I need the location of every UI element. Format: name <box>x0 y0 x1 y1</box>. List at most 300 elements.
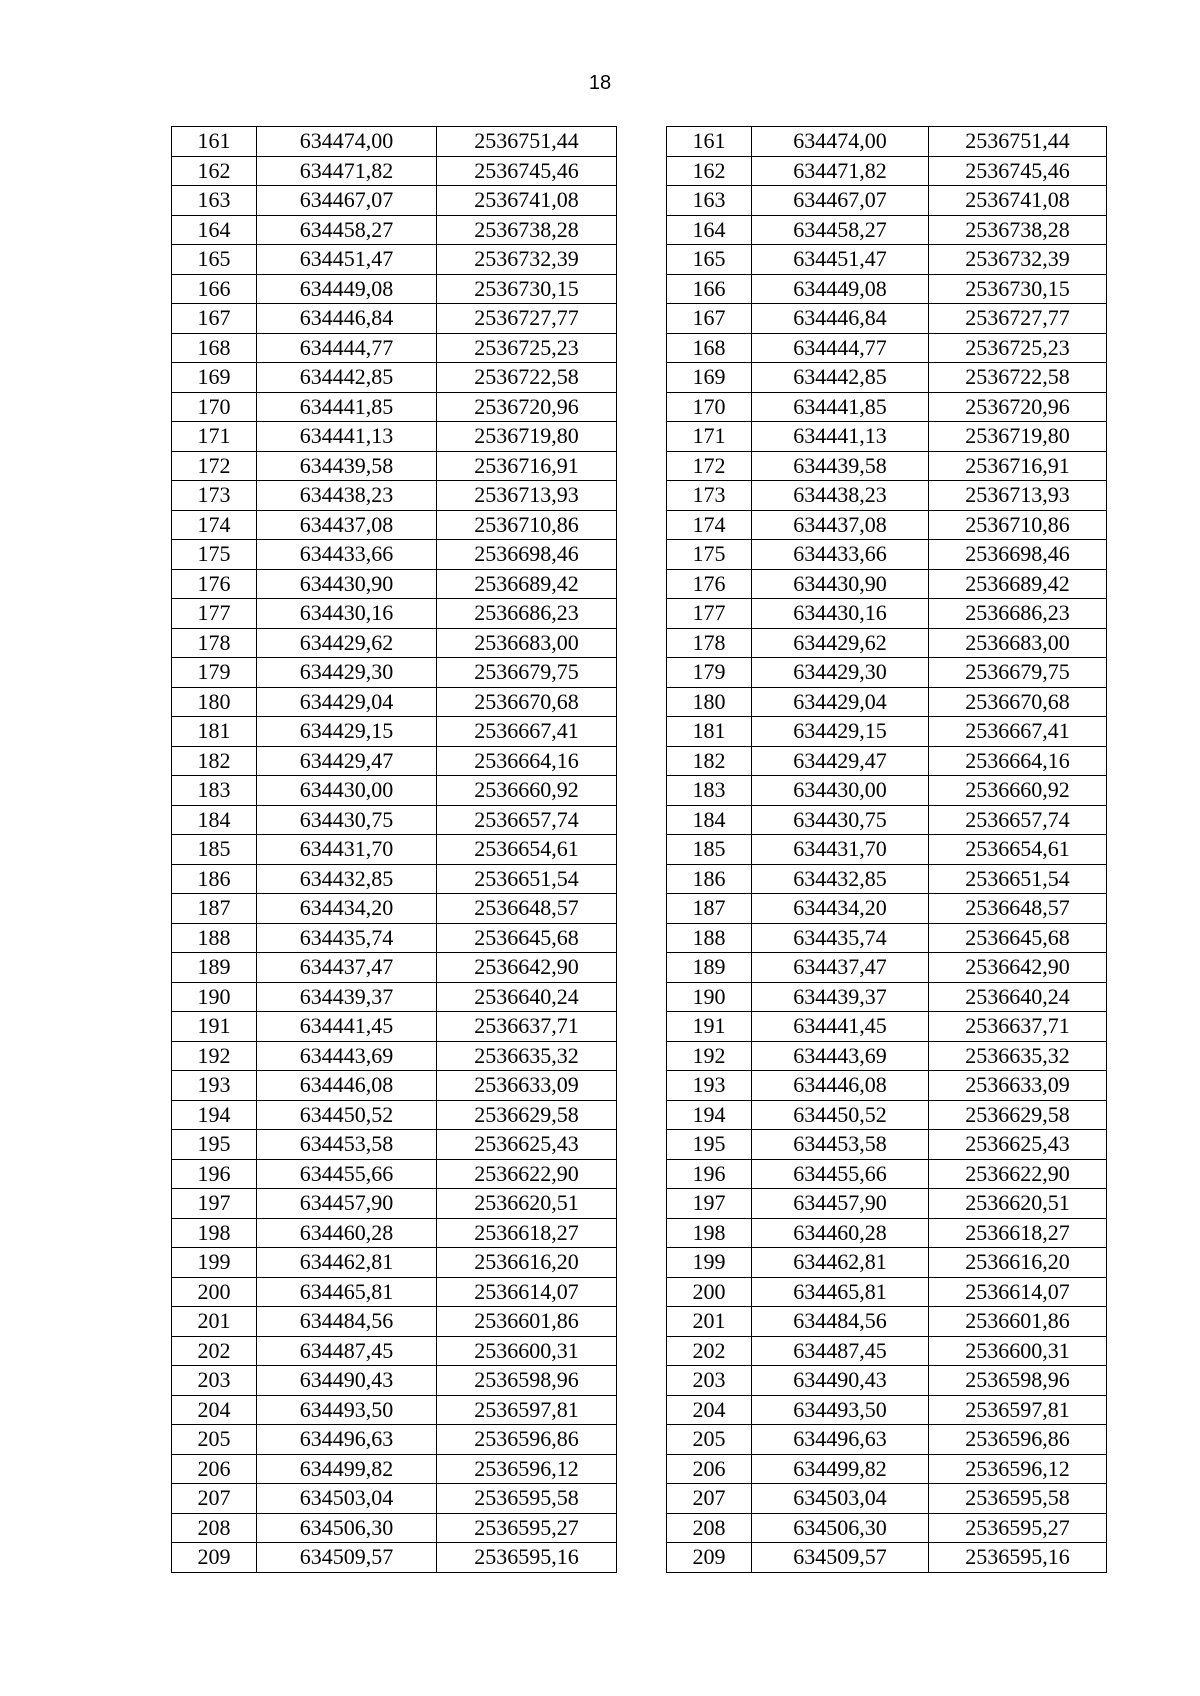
point-number-cell: 185 <box>667 835 752 865</box>
point-number-cell: 178 <box>667 628 752 658</box>
point-number-cell: 202 <box>172 1336 257 1366</box>
point-number-cell: 206 <box>667 1454 752 1484</box>
column-gap <box>617 274 667 304</box>
point-number-cell: 174 <box>667 510 752 540</box>
y-coordinate-cell: 2536710,86 <box>437 510 617 540</box>
column-gap <box>617 687 667 717</box>
point-number-cell: 165 <box>667 245 752 275</box>
y-coordinate-cell: 2536622,90 <box>437 1159 617 1189</box>
point-number-cell: 165 <box>172 245 257 275</box>
column-gap <box>617 1484 667 1514</box>
x-coordinate-cell: 634441,45 <box>752 1012 929 1042</box>
point-number-cell: 166 <box>172 274 257 304</box>
point-number-cell: 205 <box>172 1425 257 1455</box>
x-coordinate-cell: 634444,77 <box>257 333 437 363</box>
column-gap <box>617 1159 667 1189</box>
point-number-cell: 207 <box>667 1484 752 1514</box>
x-coordinate-cell: 634432,85 <box>752 864 929 894</box>
point-number-cell: 190 <box>667 982 752 1012</box>
table-row <box>172 1071 1107 1101</box>
y-coordinate-cell: 2536679,75 <box>437 658 617 688</box>
point-number-cell: 171 <box>667 422 752 452</box>
y-coordinate-cell: 2536719,80 <box>929 422 1107 452</box>
point-number-cell: 196 <box>667 1159 752 1189</box>
y-coordinate-cell: 2536629,58 <box>437 1100 617 1130</box>
x-coordinate-cell: 634487,45 <box>752 1336 929 1366</box>
x-coordinate-cell: 634484,56 <box>752 1307 929 1337</box>
y-coordinate-cell: 2536751,44 <box>929 127 1107 157</box>
point-number-cell: 183 <box>172 776 257 806</box>
x-coordinate-cell: 634437,47 <box>752 953 929 983</box>
x-coordinate-cell: 634429,15 <box>257 717 437 747</box>
y-coordinate-cell: 2536654,61 <box>929 835 1107 865</box>
x-coordinate-cell: 634430,16 <box>752 599 929 629</box>
x-coordinate-cell: 634429,62 <box>257 628 437 658</box>
y-coordinate-cell: 2536651,54 <box>437 864 617 894</box>
y-coordinate-cell: 2536616,20 <box>437 1248 617 1278</box>
x-coordinate-cell: 634503,04 <box>752 1484 929 1514</box>
column-gap <box>617 186 667 216</box>
point-number-cell: 167 <box>667 304 752 334</box>
column-gap <box>617 1425 667 1455</box>
y-coordinate-cell: 2536618,27 <box>437 1218 617 1248</box>
table-row <box>172 451 1107 481</box>
point-number-cell: 181 <box>667 717 752 747</box>
table-row <box>172 422 1107 452</box>
column-gap <box>617 1189 667 1219</box>
y-coordinate-cell: 2536657,74 <box>929 805 1107 835</box>
x-coordinate-cell: 634487,45 <box>257 1336 437 1366</box>
x-coordinate-cell: 634465,81 <box>752 1277 929 1307</box>
y-coordinate-cell: 2536722,58 <box>437 363 617 393</box>
y-coordinate-cell: 2536710,86 <box>929 510 1107 540</box>
column-gap <box>617 894 667 924</box>
y-coordinate-cell: 2536596,12 <box>929 1454 1107 1484</box>
x-coordinate-cell: 634439,58 <box>752 451 929 481</box>
point-number-cell: 201 <box>667 1307 752 1337</box>
y-coordinate-cell: 2536601,86 <box>929 1307 1107 1337</box>
x-coordinate-cell: 634490,43 <box>257 1366 437 1396</box>
table-row <box>172 1189 1107 1219</box>
point-number-cell: 208 <box>667 1513 752 1543</box>
column-gap <box>617 215 667 245</box>
table-row <box>172 274 1107 304</box>
y-coordinate-cell: 2536730,15 <box>437 274 617 304</box>
point-number-cell: 170 <box>667 392 752 422</box>
point-number-cell: 204 <box>667 1395 752 1425</box>
table-row <box>172 186 1107 216</box>
x-coordinate-cell: 634467,07 <box>752 186 929 216</box>
table-row <box>172 628 1107 658</box>
x-coordinate-cell: 634453,58 <box>752 1130 929 1160</box>
y-coordinate-cell: 2536654,61 <box>437 835 617 865</box>
point-number-cell: 207 <box>172 1484 257 1514</box>
point-number-cell: 172 <box>172 451 257 481</box>
y-coordinate-cell: 2536601,86 <box>437 1307 617 1337</box>
y-coordinate-cell: 2536614,07 <box>929 1277 1107 1307</box>
y-coordinate-cell: 2536635,32 <box>929 1041 1107 1071</box>
table-row <box>172 746 1107 776</box>
point-number-cell: 194 <box>667 1100 752 1130</box>
x-coordinate-cell: 634429,47 <box>257 746 437 776</box>
y-coordinate-cell: 2536660,92 <box>437 776 617 806</box>
column-gap <box>617 805 667 835</box>
x-coordinate-cell: 634434,20 <box>257 894 437 924</box>
x-coordinate-cell: 634499,82 <box>257 1454 437 1484</box>
y-coordinate-cell: 2536741,08 <box>929 186 1107 216</box>
y-coordinate-cell: 2536727,77 <box>929 304 1107 334</box>
point-number-cell: 203 <box>172 1366 257 1396</box>
x-coordinate-cell: 634465,81 <box>257 1277 437 1307</box>
table-row <box>172 1218 1107 1248</box>
y-coordinate-cell: 2536689,42 <box>437 569 617 599</box>
table-row <box>172 127 1107 157</box>
table-row <box>172 982 1107 1012</box>
column-gap <box>617 333 667 363</box>
y-coordinate-cell: 2536720,96 <box>929 392 1107 422</box>
column-gap <box>617 1277 667 1307</box>
column-gap <box>617 451 667 481</box>
y-coordinate-cell: 2536625,43 <box>437 1130 617 1160</box>
y-coordinate-cell: 2536622,90 <box>929 1159 1107 1189</box>
table-row <box>172 481 1107 511</box>
y-coordinate-cell: 2536596,86 <box>929 1425 1107 1455</box>
x-coordinate-cell: 634437,08 <box>752 510 929 540</box>
point-number-cell: 200 <box>667 1277 752 1307</box>
point-number-cell: 199 <box>667 1248 752 1278</box>
y-coordinate-cell: 2536648,57 <box>437 894 617 924</box>
table-row <box>172 687 1107 717</box>
x-coordinate-cell: 634451,47 <box>752 245 929 275</box>
point-number-cell: 198 <box>172 1218 257 1248</box>
y-coordinate-cell: 2536679,75 <box>929 658 1107 688</box>
x-coordinate-cell: 634441,85 <box>257 392 437 422</box>
table-row <box>172 540 1107 570</box>
column-gap <box>617 953 667 983</box>
column-gap <box>617 392 667 422</box>
y-coordinate-cell: 2536595,58 <box>437 1484 617 1514</box>
column-gap <box>617 599 667 629</box>
table-row <box>172 864 1107 894</box>
x-coordinate-cell: 634431,70 <box>752 835 929 865</box>
point-number-cell: 201 <box>172 1307 257 1337</box>
table-row <box>172 1307 1107 1337</box>
column-gap <box>617 746 667 776</box>
y-coordinate-cell: 2536637,71 <box>437 1012 617 1042</box>
x-coordinate-cell: 634429,04 <box>257 687 437 717</box>
point-number-cell: 162 <box>172 156 257 186</box>
table-row <box>172 1336 1107 1366</box>
table-row <box>172 1543 1107 1573</box>
column-gap <box>617 1336 667 1366</box>
table-row <box>172 1513 1107 1543</box>
x-coordinate-cell: 634438,23 <box>752 481 929 511</box>
x-coordinate-cell: 634503,04 <box>257 1484 437 1514</box>
x-coordinate-cell: 634493,50 <box>752 1395 929 1425</box>
point-number-cell: 179 <box>667 658 752 688</box>
column-gap <box>617 1513 667 1543</box>
y-coordinate-cell: 2536595,16 <box>929 1543 1107 1573</box>
point-number-cell: 182 <box>667 746 752 776</box>
point-number-cell: 180 <box>172 687 257 717</box>
x-coordinate-cell: 634457,90 <box>257 1189 437 1219</box>
y-coordinate-cell: 2536720,96 <box>437 392 617 422</box>
column-gap <box>617 835 667 865</box>
y-coordinate-cell: 2536698,46 <box>929 540 1107 570</box>
x-coordinate-cell: 634462,81 <box>752 1248 929 1278</box>
y-coordinate-cell: 2536686,23 <box>437 599 617 629</box>
y-coordinate-cell: 2536640,24 <box>929 982 1107 1012</box>
x-coordinate-cell: 634429,30 <box>257 658 437 688</box>
table-row <box>172 923 1107 953</box>
x-coordinate-cell: 634430,00 <box>257 776 437 806</box>
point-number-cell: 197 <box>172 1189 257 1219</box>
column-gap <box>617 1248 667 1278</box>
x-coordinate-cell: 634443,69 <box>752 1041 929 1071</box>
table-row <box>172 1012 1107 1042</box>
column-gap <box>617 776 667 806</box>
table-row <box>172 1159 1107 1189</box>
column-gap <box>617 569 667 599</box>
x-coordinate-cell: 634442,85 <box>257 363 437 393</box>
x-coordinate-cell: 634437,47 <box>257 953 437 983</box>
y-coordinate-cell: 2536616,20 <box>929 1248 1107 1278</box>
column-gap <box>617 717 667 747</box>
point-number-cell: 189 <box>172 953 257 983</box>
point-number-cell: 169 <box>172 363 257 393</box>
point-number-cell: 196 <box>172 1159 257 1189</box>
point-number-cell: 177 <box>667 599 752 629</box>
y-coordinate-cell: 2536738,28 <box>437 215 617 245</box>
x-coordinate-cell: 634429,04 <box>752 687 929 717</box>
x-coordinate-cell: 634474,00 <box>257 127 437 157</box>
point-number-cell: 172 <box>667 451 752 481</box>
x-coordinate-cell: 634429,62 <box>752 628 929 658</box>
y-coordinate-cell: 2536625,43 <box>929 1130 1107 1160</box>
y-coordinate-cell: 2536667,41 <box>929 717 1107 747</box>
table-row <box>172 599 1107 629</box>
x-coordinate-cell: 634490,43 <box>752 1366 929 1396</box>
x-coordinate-cell: 634433,66 <box>752 540 929 570</box>
table-row <box>172 717 1107 747</box>
point-number-cell: 190 <box>172 982 257 1012</box>
point-number-cell: 162 <box>667 156 752 186</box>
x-coordinate-cell: 634439,37 <box>257 982 437 1012</box>
point-number-cell: 188 <box>172 923 257 953</box>
column-gap <box>617 540 667 570</box>
x-coordinate-cell: 634437,08 <box>257 510 437 540</box>
y-coordinate-cell: 2536598,96 <box>929 1366 1107 1396</box>
coordinates-table-body <box>172 127 1107 1573</box>
x-coordinate-cell: 634444,77 <box>752 333 929 363</box>
point-number-cell: 175 <box>667 540 752 570</box>
x-coordinate-cell: 634446,08 <box>257 1071 437 1101</box>
table-row <box>172 1130 1107 1160</box>
y-coordinate-cell: 2536642,90 <box>929 953 1107 983</box>
table-row <box>172 1484 1107 1514</box>
point-number-cell: 176 <box>667 569 752 599</box>
column-gap <box>617 1130 667 1160</box>
point-number-cell: 168 <box>667 333 752 363</box>
x-coordinate-cell: 634443,69 <box>257 1041 437 1071</box>
point-number-cell: 173 <box>667 481 752 511</box>
point-number-cell: 164 <box>667 215 752 245</box>
x-coordinate-cell: 634432,85 <box>257 864 437 894</box>
y-coordinate-cell: 2536597,81 <box>929 1395 1107 1425</box>
column-gap <box>617 510 667 540</box>
y-coordinate-cell: 2536620,51 <box>929 1189 1107 1219</box>
x-coordinate-cell: 634453,58 <box>257 1130 437 1160</box>
y-coordinate-cell: 2536738,28 <box>929 215 1107 245</box>
x-coordinate-cell: 634446,08 <box>752 1071 929 1101</box>
column-gap <box>617 422 667 452</box>
point-number-cell: 184 <box>667 805 752 835</box>
point-number-cell: 206 <box>172 1454 257 1484</box>
x-coordinate-cell: 634430,75 <box>257 805 437 835</box>
column-gap <box>617 1012 667 1042</box>
x-coordinate-cell: 634441,85 <box>752 392 929 422</box>
x-coordinate-cell: 634460,28 <box>752 1218 929 1248</box>
y-coordinate-cell: 2536745,46 <box>437 156 617 186</box>
column-gap <box>617 245 667 275</box>
x-coordinate-cell: 634446,84 <box>257 304 437 334</box>
point-number-cell: 198 <box>667 1218 752 1248</box>
column-gap <box>617 1454 667 1484</box>
y-coordinate-cell: 2536683,00 <box>437 628 617 658</box>
y-coordinate-cell: 2536730,15 <box>929 274 1107 304</box>
point-number-cell: 204 <box>172 1395 257 1425</box>
table-row <box>172 245 1107 275</box>
point-number-cell: 195 <box>667 1130 752 1160</box>
y-coordinate-cell: 2536600,31 <box>929 1336 1107 1366</box>
y-coordinate-cell: 2536660,92 <box>929 776 1107 806</box>
column-gap <box>617 982 667 1012</box>
y-coordinate-cell: 2536657,74 <box>437 805 617 835</box>
coordinates-table <box>171 126 1107 1573</box>
y-coordinate-cell: 2536640,24 <box>437 982 617 1012</box>
y-coordinate-cell: 2536716,91 <box>437 451 617 481</box>
y-coordinate-cell: 2536745,46 <box>929 156 1107 186</box>
point-number-cell: 179 <box>172 658 257 688</box>
page-number: 18 <box>588 72 612 94</box>
y-coordinate-cell: 2536664,16 <box>929 746 1107 776</box>
point-number-cell: 189 <box>667 953 752 983</box>
x-coordinate-cell: 634439,58 <box>257 451 437 481</box>
point-number-cell: 193 <box>172 1071 257 1101</box>
y-coordinate-cell: 2536667,41 <box>437 717 617 747</box>
y-coordinate-cell: 2536637,71 <box>929 1012 1107 1042</box>
table-row <box>172 1454 1107 1484</box>
x-coordinate-cell: 634438,23 <box>257 481 437 511</box>
x-coordinate-cell: 634493,50 <box>257 1395 437 1425</box>
table-row <box>172 304 1107 334</box>
point-number-cell: 182 <box>172 746 257 776</box>
x-coordinate-cell: 634471,82 <box>752 156 929 186</box>
point-number-cell: 187 <box>172 894 257 924</box>
table-row <box>172 894 1107 924</box>
y-coordinate-cell: 2536727,77 <box>437 304 617 334</box>
x-coordinate-cell: 634435,74 <box>752 923 929 953</box>
y-coordinate-cell: 2536719,80 <box>437 422 617 452</box>
point-number-cell: 185 <box>172 835 257 865</box>
column-gap <box>617 923 667 953</box>
x-coordinate-cell: 634462,81 <box>257 1248 437 1278</box>
column-gap <box>617 864 667 894</box>
column-gap <box>617 481 667 511</box>
table-row <box>172 392 1107 422</box>
x-coordinate-cell: 634430,90 <box>752 569 929 599</box>
point-number-cell: 183 <box>667 776 752 806</box>
x-coordinate-cell: 634506,30 <box>752 1513 929 1543</box>
y-coordinate-cell: 2536751,44 <box>437 127 617 157</box>
y-coordinate-cell: 2536596,86 <box>437 1425 617 1455</box>
table-row <box>172 953 1107 983</box>
y-coordinate-cell: 2536645,68 <box>437 923 617 953</box>
column-gap <box>617 363 667 393</box>
column-gap <box>617 658 667 688</box>
point-number-cell: 168 <box>172 333 257 363</box>
column-gap <box>617 1100 667 1130</box>
x-coordinate-cell: 634446,84 <box>752 304 929 334</box>
point-number-cell: 208 <box>172 1513 257 1543</box>
x-coordinate-cell: 634499,82 <box>752 1454 929 1484</box>
x-coordinate-cell: 634429,15 <box>752 717 929 747</box>
table-row <box>172 215 1107 245</box>
point-number-cell: 209 <box>667 1543 752 1573</box>
x-coordinate-cell: 634460,28 <box>257 1218 437 1248</box>
x-coordinate-cell: 634430,16 <box>257 599 437 629</box>
y-coordinate-cell: 2536713,93 <box>437 481 617 511</box>
point-number-cell: 191 <box>667 1012 752 1042</box>
point-number-cell: 186 <box>172 864 257 894</box>
y-coordinate-cell: 2536741,08 <box>437 186 617 216</box>
point-number-cell: 167 <box>172 304 257 334</box>
y-coordinate-cell: 2536595,27 <box>929 1513 1107 1543</box>
column-gap <box>617 1366 667 1396</box>
column-gap <box>617 1041 667 1071</box>
column-gap <box>617 1543 667 1573</box>
x-coordinate-cell: 634496,63 <box>257 1425 437 1455</box>
x-coordinate-cell: 634471,82 <box>257 156 437 186</box>
y-coordinate-cell: 2536648,57 <box>929 894 1107 924</box>
point-number-cell: 209 <box>172 1543 257 1573</box>
x-coordinate-cell: 634451,47 <box>257 245 437 275</box>
table-row <box>172 1041 1107 1071</box>
y-coordinate-cell: 2536595,27 <box>437 1513 617 1543</box>
point-number-cell: 188 <box>667 923 752 953</box>
y-coordinate-cell: 2536642,90 <box>437 953 617 983</box>
point-number-cell: 171 <box>172 422 257 452</box>
x-coordinate-cell: 634455,66 <box>752 1159 929 1189</box>
x-coordinate-cell: 634441,13 <box>752 422 929 452</box>
point-number-cell: 205 <box>667 1425 752 1455</box>
y-coordinate-cell: 2536698,46 <box>437 540 617 570</box>
point-number-cell: 161 <box>172 127 257 157</box>
x-coordinate-cell: 634450,52 <box>752 1100 929 1130</box>
y-coordinate-cell: 2536635,32 <box>437 1041 617 1071</box>
y-coordinate-cell: 2536670,68 <box>929 687 1107 717</box>
y-coordinate-cell: 2536633,09 <box>929 1071 1107 1101</box>
x-coordinate-cell: 634434,20 <box>752 894 929 924</box>
x-coordinate-cell: 634441,13 <box>257 422 437 452</box>
table-row <box>172 333 1107 363</box>
table-row <box>172 1277 1107 1307</box>
point-number-cell: 191 <box>172 1012 257 1042</box>
x-coordinate-cell: 634455,66 <box>257 1159 437 1189</box>
point-number-cell: 195 <box>172 1130 257 1160</box>
point-number-cell: 194 <box>172 1100 257 1130</box>
column-gap <box>617 156 667 186</box>
